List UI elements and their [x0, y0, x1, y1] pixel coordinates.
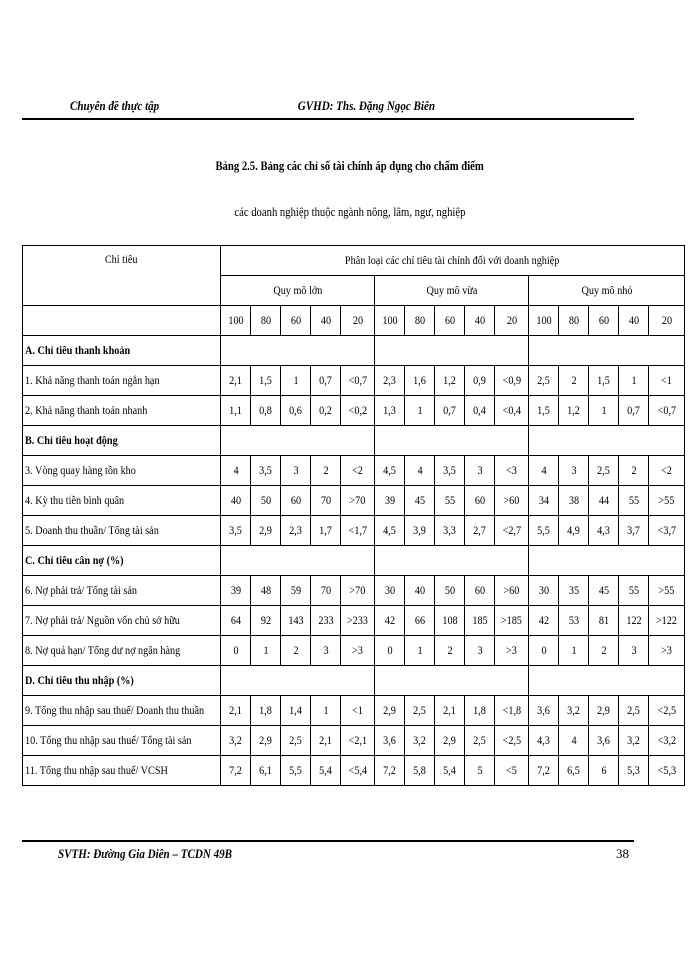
- value-cell: 2,5: [405, 696, 435, 726]
- value-cell: <5,4: [341, 756, 375, 786]
- indicator-label: 7. Nợ phải trả/ Nguồn vốn chủ sở hữu: [23, 606, 221, 636]
- value-cell: 1,5: [251, 366, 281, 396]
- table-row: [23, 396, 685, 426]
- value-cell: 64: [221, 606, 251, 636]
- value-cell: 6,1: [251, 756, 281, 786]
- value-cell: >3: [649, 636, 685, 666]
- footer-divider: [22, 840, 634, 842]
- score-header-cell: 80: [405, 306, 435, 336]
- header-subject: Chuyên đề thực tập: [70, 98, 160, 113]
- value-cell: 48: [251, 576, 281, 606]
- value-cell: 30: [375, 576, 405, 606]
- score-header-cell: 100: [221, 306, 251, 336]
- value-cell: 1,5: [529, 396, 559, 426]
- value-cell: 2,1: [435, 696, 465, 726]
- value-cell: 2: [281, 636, 311, 666]
- value-cell: <0,7: [341, 366, 375, 396]
- value-cell: 55: [619, 486, 649, 516]
- score-header-cell: 80: [251, 306, 281, 336]
- table-row: [23, 606, 685, 636]
- value-cell: 44: [589, 486, 619, 516]
- value-cell: 5,4: [435, 756, 465, 786]
- classification-header: Phân loại các chỉ tiêu tài chính đối với doanh nghiệp: [221, 246, 685, 276]
- table-row: [23, 696, 685, 726]
- score-header-cell: 40: [311, 306, 341, 336]
- value-cell: 70: [311, 576, 341, 606]
- value-cell: 0,2: [311, 396, 341, 426]
- value-cell: 3,5: [251, 456, 281, 486]
- section-row: [23, 546, 685, 576]
- value-cell: 35: [559, 576, 589, 606]
- value-cell: 2,9: [251, 516, 281, 546]
- indicator-label: 1. Khả năng thanh toán ngắn hạn: [23, 366, 221, 396]
- value-cell: 50: [435, 576, 465, 606]
- section-blank-cell: [529, 336, 685, 366]
- value-cell: 5,5: [281, 756, 311, 786]
- value-cell: 60: [465, 486, 495, 516]
- indicator-label: 5. Doanh thu thuần/ Tổng tài sản: [23, 516, 221, 546]
- value-cell: 2,1: [221, 366, 251, 396]
- value-cell: <3,2: [649, 726, 685, 756]
- indicator-label: 9. Tổng thu nhập sau thuế/ Doanh thu thuần: [23, 696, 221, 726]
- value-cell: 2,9: [435, 726, 465, 756]
- value-cell: 2,1: [221, 696, 251, 726]
- value-cell: 4: [559, 726, 589, 756]
- section-blank-cell: [529, 426, 685, 456]
- value-cell: >55: [649, 576, 685, 606]
- value-cell: <2: [341, 456, 375, 486]
- value-cell: 2,9: [589, 696, 619, 726]
- value-cell: 1,4: [281, 696, 311, 726]
- value-cell: 6,5: [559, 756, 589, 786]
- score-header-cell: 100: [375, 306, 405, 336]
- table-row: [23, 456, 685, 486]
- section-row: [23, 336, 685, 366]
- value-cell: 66: [405, 606, 435, 636]
- value-cell: <0,2: [341, 396, 375, 426]
- value-cell: 1: [589, 396, 619, 426]
- value-cell: <2,5: [649, 696, 685, 726]
- section-label: B. Chỉ tiêu hoạt động: [23, 426, 221, 456]
- value-cell: 3: [311, 636, 341, 666]
- value-cell: 5,5: [529, 516, 559, 546]
- value-cell: <2,7: [495, 516, 529, 546]
- table-row: [23, 366, 685, 396]
- value-cell: 2,3: [281, 516, 311, 546]
- value-cell: 0,7: [435, 396, 465, 426]
- value-cell: 7,2: [529, 756, 559, 786]
- value-cell: 2: [589, 636, 619, 666]
- value-cell: 143: [281, 606, 311, 636]
- value-cell: 185: [465, 606, 495, 636]
- value-cell: <0,9: [495, 366, 529, 396]
- value-cell: <2,1: [341, 726, 375, 756]
- value-cell: 3,2: [619, 726, 649, 756]
- table-row: [23, 516, 685, 546]
- section-row: [23, 666, 685, 696]
- value-cell: 4,5: [375, 516, 405, 546]
- value-cell: 3,6: [529, 696, 559, 726]
- value-cell: 3,7: [619, 516, 649, 546]
- value-cell: 1,8: [251, 696, 281, 726]
- section-blank-cell: [375, 336, 529, 366]
- value-cell: 0,4: [465, 396, 495, 426]
- value-cell: 4: [221, 456, 251, 486]
- table-title-line-2: các doanh nghiệp thuộc ngành nông, lâm, ngư, nghiệp: [234, 204, 466, 219]
- value-cell: 1: [311, 696, 341, 726]
- header-supervisor: GVHD: Ths. Đặng Ngọc Biên: [297, 98, 436, 113]
- value-cell: >55: [649, 486, 685, 516]
- value-cell: 1,5: [589, 366, 619, 396]
- table-row: [23, 576, 685, 606]
- value-cell: <1: [649, 366, 685, 396]
- financial-indicators-table: [22, 245, 685, 786]
- value-cell: 2: [311, 456, 341, 486]
- value-cell: >233: [341, 606, 375, 636]
- value-cell: 1: [251, 636, 281, 666]
- score-header-cell: 40: [465, 306, 495, 336]
- value-cell: 3,6: [589, 726, 619, 756]
- table-row: [23, 726, 685, 756]
- value-cell: 122: [619, 606, 649, 636]
- value-cell: 3: [281, 456, 311, 486]
- value-cell: 2,5: [465, 726, 495, 756]
- value-cell: 60: [465, 576, 495, 606]
- section-blank-cell: [221, 666, 375, 696]
- table-title-line-1: Bảng 2.5. Bảng các chỉ số tài chính áp dụng cho chấm điểm: [215, 158, 485, 173]
- value-cell: 1: [559, 636, 589, 666]
- value-cell: 1: [281, 366, 311, 396]
- value-cell: 4,5: [375, 456, 405, 486]
- section-blank-cell: [221, 336, 375, 366]
- section-blank-cell: [529, 546, 685, 576]
- value-cell: 1,2: [435, 366, 465, 396]
- score-header-cell: 60: [281, 306, 311, 336]
- page-header: [70, 98, 546, 116]
- section-blank-cell: [529, 666, 685, 696]
- value-cell: 5: [465, 756, 495, 786]
- value-cell: >122: [649, 606, 685, 636]
- value-cell: <2,5: [495, 726, 529, 756]
- value-cell: 2,5: [529, 366, 559, 396]
- header-divider: [22, 118, 634, 120]
- score-header-cell: 20: [495, 306, 529, 336]
- value-cell: <1,8: [495, 696, 529, 726]
- value-cell: 42: [375, 606, 405, 636]
- value-cell: 2: [619, 456, 649, 486]
- value-cell: 2,1: [311, 726, 341, 756]
- value-cell: 0,8: [251, 396, 281, 426]
- value-cell: 1,1: [221, 396, 251, 426]
- value-cell: 55: [435, 486, 465, 516]
- value-cell: 6: [589, 756, 619, 786]
- score-header-cell: 40: [619, 306, 649, 336]
- value-cell: 4,3: [589, 516, 619, 546]
- value-cell: 81: [589, 606, 619, 636]
- value-cell: 38: [559, 486, 589, 516]
- value-cell: 1,7: [311, 516, 341, 546]
- indicator-label: 8. Nợ quá hạn/ Tổng dư nợ ngân hàng: [23, 636, 221, 666]
- value-cell: 30: [529, 576, 559, 606]
- value-cell: <3: [495, 456, 529, 486]
- value-cell: 34: [529, 486, 559, 516]
- score-header-cell: 100: [529, 306, 559, 336]
- footer-student: SVTH: Đường Gia Diên – TCDN 49B: [58, 846, 233, 861]
- value-cell: >60: [495, 576, 529, 606]
- table-row: [23, 756, 685, 786]
- value-cell: 5,8: [405, 756, 435, 786]
- value-cell: 3,5: [221, 516, 251, 546]
- value-cell: 1,2: [559, 396, 589, 426]
- value-cell: 3: [619, 636, 649, 666]
- value-cell: <1,7: [341, 516, 375, 546]
- indicator-label: 11. Tổng thu nhập sau thuế/ VCSH: [23, 756, 221, 786]
- score-header-cell: 20: [649, 306, 685, 336]
- table-row: [23, 636, 685, 666]
- section-blank-cell: [375, 426, 529, 456]
- indicator-label: 10. Tổng thu nhập sau thuế/ Tổng tài sản: [23, 726, 221, 756]
- value-cell: 3: [465, 456, 495, 486]
- value-cell: 3: [559, 456, 589, 486]
- value-cell: <0,7: [649, 396, 685, 426]
- section-blank-cell: [221, 546, 375, 576]
- value-cell: 4,3: [529, 726, 559, 756]
- value-cell: 4,9: [559, 516, 589, 546]
- section-label: A. Chỉ tiêu thanh khoản: [23, 336, 221, 366]
- value-cell: 1: [405, 636, 435, 666]
- score-header-cell: 60: [589, 306, 619, 336]
- value-cell: 5,4: [311, 756, 341, 786]
- value-cell: 40: [221, 486, 251, 516]
- value-cell: 2,5: [619, 696, 649, 726]
- value-cell: 0,9: [465, 366, 495, 396]
- value-cell: 5,3: [619, 756, 649, 786]
- value-cell: >60: [495, 486, 529, 516]
- value-cell: 0,6: [281, 396, 311, 426]
- score-header-cell: 20: [341, 306, 375, 336]
- section-row: [23, 426, 685, 456]
- value-cell: 1,6: [405, 366, 435, 396]
- value-cell: 59: [281, 576, 311, 606]
- section-blank-cell: [375, 666, 529, 696]
- score-header-cell: 80: [559, 306, 589, 336]
- value-cell: 2,5: [281, 726, 311, 756]
- value-cell: 45: [405, 486, 435, 516]
- value-cell: 50: [251, 486, 281, 516]
- value-cell: >3: [495, 636, 529, 666]
- section-blank-cell: [221, 426, 375, 456]
- value-cell: 60: [281, 486, 311, 516]
- scale-header-large: Quy mô lớn: [221, 276, 375, 306]
- section-label: C. Chỉ tiêu cân nợ (%): [23, 546, 221, 576]
- value-cell: 45: [589, 576, 619, 606]
- value-cell: 1,8: [465, 696, 495, 726]
- scale-header-medium: Quy mô vừa: [375, 276, 529, 306]
- value-cell: 3,2: [221, 726, 251, 756]
- value-cell: 108: [435, 606, 465, 636]
- value-cell: 2,3: [375, 366, 405, 396]
- indicator-label: 2. Khả năng thanh toán nhanh: [23, 396, 221, 426]
- value-cell: 2,9: [375, 696, 405, 726]
- value-cell: 2,9: [251, 726, 281, 756]
- value-cell: 39: [221, 576, 251, 606]
- value-cell: 2,7: [465, 516, 495, 546]
- value-cell: <0,4: [495, 396, 529, 426]
- indicator-label: 3. Vòng quay hàng tồn kho: [23, 456, 221, 486]
- value-cell: <2: [649, 456, 685, 486]
- value-cell: 3,3: [435, 516, 465, 546]
- table-row: [23, 486, 685, 516]
- value-cell: 3: [465, 636, 495, 666]
- section-label: D. Chỉ tiêu thu nhập (%): [23, 666, 221, 696]
- value-cell: <5,3: [649, 756, 685, 786]
- score-header-cell: 60: [435, 306, 465, 336]
- value-cell: >70: [341, 486, 375, 516]
- value-cell: 2,5: [589, 456, 619, 486]
- value-cell: 4: [405, 456, 435, 486]
- score-header-blank: [23, 306, 221, 336]
- indicator-label: 6. Nợ phải trả/ Tổng tài sản: [23, 576, 221, 606]
- value-cell: 42: [529, 606, 559, 636]
- value-cell: 70: [311, 486, 341, 516]
- value-cell: 1: [405, 396, 435, 426]
- value-cell: <5: [495, 756, 529, 786]
- value-cell: 40: [405, 576, 435, 606]
- value-cell: 1,3: [375, 396, 405, 426]
- value-cell: 0: [529, 636, 559, 666]
- value-cell: 3,6: [375, 726, 405, 756]
- value-cell: 2: [559, 366, 589, 396]
- value-cell: 55: [619, 576, 649, 606]
- value-cell: >185: [495, 606, 529, 636]
- value-cell: 7,2: [221, 756, 251, 786]
- value-cell: 3,2: [405, 726, 435, 756]
- page-number: 38: [616, 846, 629, 861]
- value-cell: 3,5: [435, 456, 465, 486]
- value-cell: 3,2: [559, 696, 589, 726]
- value-cell: 0: [375, 636, 405, 666]
- value-cell: 4: [529, 456, 559, 486]
- value-cell: 2: [435, 636, 465, 666]
- value-cell: 1: [619, 366, 649, 396]
- value-cell: 0,7: [619, 396, 649, 426]
- value-cell: <3,7: [649, 516, 685, 546]
- value-cell: >3: [341, 636, 375, 666]
- value-cell: >70: [341, 576, 375, 606]
- value-cell: 39: [375, 486, 405, 516]
- value-cell: 7,2: [375, 756, 405, 786]
- value-cell: 233: [311, 606, 341, 636]
- indicator-label: 4. Kỳ thu tiền bình quân: [23, 486, 221, 516]
- value-cell: 0,7: [311, 366, 341, 396]
- indicator-column-header: Chỉ tiêu: [23, 246, 221, 306]
- section-blank-cell: [375, 546, 529, 576]
- value-cell: 53: [559, 606, 589, 636]
- value-cell: 3,9: [405, 516, 435, 546]
- value-cell: <1: [341, 696, 375, 726]
- value-cell: 0: [221, 636, 251, 666]
- scale-header-small: Quy mô nhỏ: [529, 276, 685, 306]
- value-cell: 92: [251, 606, 281, 636]
